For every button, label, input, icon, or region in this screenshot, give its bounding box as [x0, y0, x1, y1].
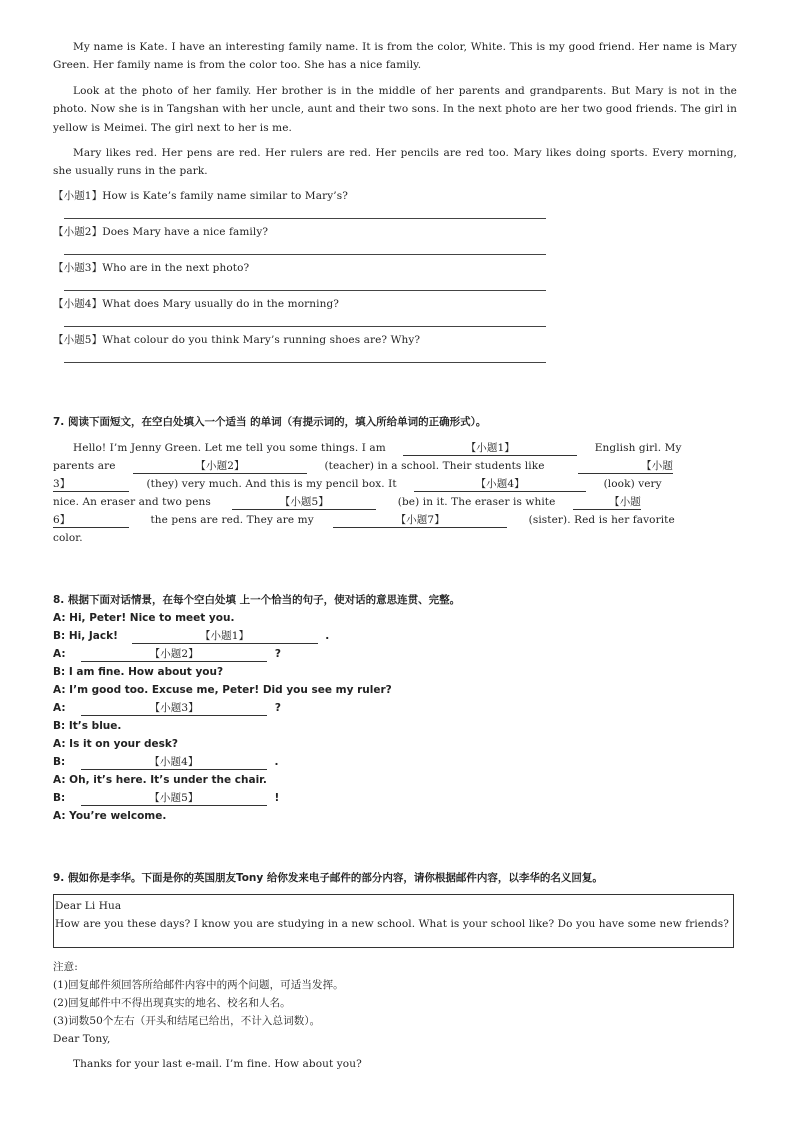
dialogue-line-8: A: Is it on your desk?: [53, 738, 178, 750]
question-4: [53, 297, 339, 311]
cloze-blank-6-start[interactable]: 【小题: [573, 496, 641, 510]
cloze-text: (look) very: [603, 478, 662, 490]
passage-paragraph-2: Look at the photo of her family. Her brother is in the middle of her parents and grandparents. But Mary is not in the photo. Now she is in Tangshan with her uncle, aunt and their two sons. In the next photo are her two good friends. The girl in yellow is Meimei. The girl next to her is me.: [53, 85, 737, 134]
cloze-blank-3-start[interactable]: 【小题: [578, 460, 673, 474]
note-2: (2)回复邮件中不得出现真实的地名、校名和人名。: [53, 997, 291, 1009]
cloze-line-4: [53, 495, 641, 510]
question-text: Does Mary have a nice family?: [102, 226, 269, 238]
dialogue-line-3: [53, 647, 281, 662]
notes-title: 注意:: [53, 961, 78, 973]
dialogue-line-9: [53, 755, 279, 770]
answer-line-4[interactable]: [64, 326, 546, 327]
question-text: What does Mary usually do in the morning?: [102, 298, 340, 310]
cloze-text: English girl. My: [594, 442, 682, 454]
dialogue-line-12: A: You’re welcome.: [53, 810, 167, 822]
section-8-title: 8. 根据下面对话情景，在每个空白处填 上一个恰当的句子，使对话的意思连贯、完整。: [53, 594, 461, 606]
reply-greeting: Dear Tony,: [53, 1033, 111, 1045]
cloze-blank-7[interactable]: 【小题7】: [333, 514, 507, 528]
question-2: [53, 225, 268, 239]
email-body: How are you these days? I know you are studying in a new school. What is your school like? Do you have some new friends?: [55, 918, 729, 930]
section-9-title: 9. 假如你是李华。下面是你的英国朋友Tony 给你发来电子邮件的部分内容，请你根据邮件内容，以李华的名义回复。: [53, 872, 603, 884]
cloze-blank-1[interactable]: 【小题1】: [403, 442, 577, 456]
cloze-line-2: [53, 459, 673, 474]
dialogue-prefix: A:: [53, 648, 66, 660]
note-1: (1)回复邮件须回答所给邮件内容中的两个问题，可适当发挥。: [53, 979, 344, 991]
cloze-blank-4[interactable]: 【小题4】: [414, 478, 586, 492]
question-3: [53, 261, 249, 275]
passage-paragraph-3: Mary likes red. Her pens are red. Her rulers are red. Her pencils are red too. Mary likes doing sports. Every morning, she usually runs in the park.: [53, 147, 737, 178]
email-greeting: Dear Li Hua: [55, 900, 122, 912]
dialogue-suffix: .: [325, 630, 330, 642]
cloze-text: parents are: [53, 460, 116, 472]
dialogue-line-2: [53, 629, 329, 644]
cloze-blank-6-end[interactable]: 6】: [53, 514, 129, 528]
dialogue-blank-4[interactable]: 【小题4】: [81, 756, 267, 770]
dialogue-line-7: B: It’s blue.: [53, 720, 122, 732]
answer-line-3[interactable]: [64, 290, 546, 291]
dialogue-blank-2[interactable]: 【小题2】: [81, 648, 267, 662]
dialogue-line-11: [53, 791, 279, 806]
dialogue-prefix: B:: [53, 792, 66, 804]
answer-line-1[interactable]: [64, 218, 546, 219]
cloze-text: (they) very much. And this is my pencil box. It: [146, 478, 397, 490]
cloze-line-1: [73, 441, 682, 456]
cloze-text: (sister). Red is her favorite: [528, 514, 675, 526]
passage-paragraph-1: My name is Kate. I have an interesting family name. It is from the color, White. This is my good friend. Her name is Mary Green. Her family name is from the color too. She has a nice family.: [53, 41, 737, 72]
question-tag: 【小题1】: [53, 190, 103, 202]
question-tag: 【小题3】: [53, 262, 103, 274]
note-3: (3)词数50个左右（开头和结尾已给出，不计入总词数）。: [53, 1015, 321, 1027]
dialogue-suffix: ?: [274, 702, 281, 714]
dialogue-line-10: A: Oh, it’s here. It’s under the chair.: [53, 774, 267, 786]
cloze-text: the pens are red. They are my: [150, 514, 314, 526]
question-tag: 【小题5】: [53, 334, 103, 346]
cloze-text: (teacher) in a school. Their students like: [324, 460, 545, 472]
cloze-line-5: [53, 513, 675, 528]
dialogue-blank-1[interactable]: 【小题1】: [132, 630, 318, 644]
section-7-title: 7. 阅读下面短文，在空白处填入一个适当 的单词（有提示词的，填入所给单词的正确形式）。: [53, 416, 487, 428]
dialogue-line-5: A: I’m good too. Excuse me, Peter! Did you see my ruler?: [53, 684, 392, 696]
dialogue-line-1: A: Hi, Peter! Nice to meet you.: [53, 612, 235, 624]
cloze-text: (be) in it. The eraser is white: [397, 496, 556, 508]
question-text: How is Kate’s family name similar to Mary’s?: [102, 190, 348, 202]
question-text: Who are in the next photo?: [102, 262, 250, 274]
cloze-blank-5[interactable]: 【小题5】: [232, 496, 376, 510]
cloze-text: nice. An eraser and two pens: [53, 496, 211, 508]
dialogue-prefix: A:: [53, 702, 66, 714]
question-tag: 【小题2】: [53, 226, 103, 238]
dialogue-prefix: B:: [53, 756, 66, 768]
dialogue-blank-5[interactable]: 【小题5】: [81, 792, 267, 806]
cloze-line-6: color.: [53, 532, 83, 544]
answer-line-2[interactable]: [64, 254, 546, 255]
answer-line-5[interactable]: [64, 362, 546, 363]
dialogue-blank-3[interactable]: 【小题3】: [81, 702, 267, 716]
cloze-line-3: [53, 477, 662, 492]
dialogue-line-6: [53, 701, 281, 716]
dialogue-suffix: .: [274, 756, 279, 768]
cloze-text: Hello! I’m Jenny Green. Let me tell you some things. I am: [73, 442, 386, 454]
email-box: [53, 894, 734, 948]
question-text: What colour do you think Mary’s running shoes are? Why?: [102, 334, 421, 346]
dialogue-suffix: !: [274, 792, 280, 804]
question-5: [53, 333, 420, 347]
dialogue-suffix: ?: [274, 648, 281, 660]
reply-first-line[interactable]: Thanks for your last e-mail. I’m fine. How about you?: [73, 1058, 362, 1070]
dialogue-prefix: B: Hi, Jack!: [53, 630, 118, 642]
cloze-blank-2[interactable]: 【小题2】: [133, 460, 307, 474]
dialogue-line-4: B: I am fine. How about you?: [53, 666, 224, 678]
question-1: [53, 189, 348, 203]
question-tag: 【小题4】: [53, 298, 103, 310]
cloze-blank-3-end[interactable]: 3】: [53, 478, 129, 492]
